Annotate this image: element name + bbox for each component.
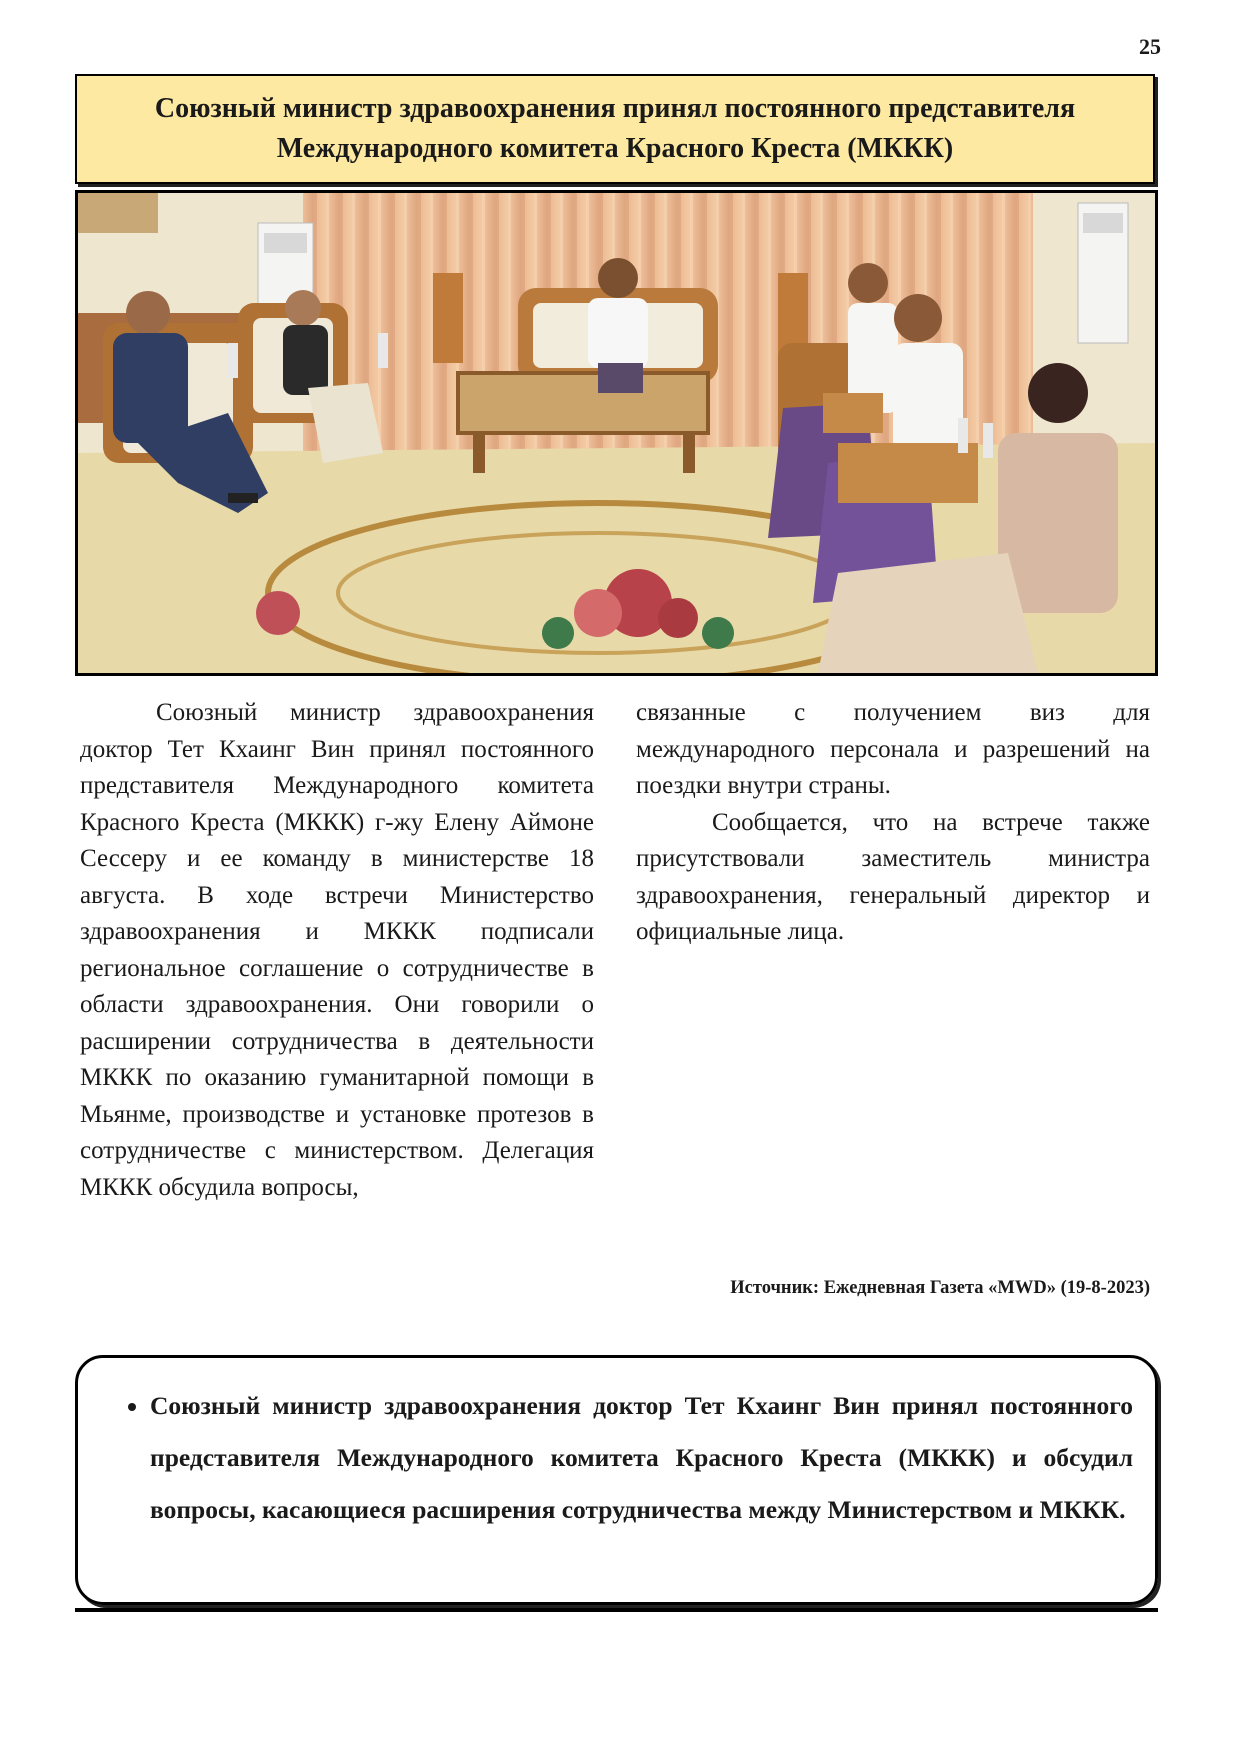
article-right-column <box>636 695 1150 951</box>
source-citation: Источник: Ежедневная Газета «MWD» (19-8-2023) <box>730 1278 1150 1298</box>
summary-item: • Союзный министр здравоохранения доктор Тет Кхаинг Вин принял постоянного представителя Международного комитета Красного Креста (МККК) и обсудил вопросы, касающиеся расширения сотрудничества между Министерством и МККК. <box>150 1380 1133 1536</box>
article-paragraph: Сообщается, что на встрече также присутствовали заместитель министра здравоохранения, генеральный директор и официальные лица. <box>636 808 1150 945</box>
article-paragraph: Союзный министр здравоохранения доктор Тет Кхаинг Вин принял постоянного представителя Международного комитета Красного Креста (МККК) г-жу Елену Аймоне Сессеру и ее команду в министерстве 18 августа. В ходе встречи Министерство здравоохранения и МККК подписали региональное соглашение о сотрудничестве в области здравоохранения. Они говорили о расширении сотрудничества в деятельности МККК по оказанию гуманитарной помощи в Мьянме, производстве и установке протезов в сотрудничестве с министерством. Делегация МККК обсудила вопросы, <box>80 699 594 1201</box>
bottom-rule <box>75 1608 1158 1612</box>
headline-line-1: Союзный министр здравоохранения принял постоянного представителя <box>154 93 1076 124</box>
article-left-column <box>80 695 594 1206</box>
summary-list <box>110 1380 1133 1536</box>
meeting-photo-icon <box>78 193 1155 673</box>
headline-line-2: Международного комитета Красного Креста (МККК) <box>276 133 954 164</box>
summary-box <box>75 1355 1158 1605</box>
headline-box <box>75 74 1155 184</box>
article-paragraph: связанные с получением виз для международного персонала и разрешений на поездки внутри страны. <box>636 699 1150 799</box>
page-number: 25 <box>1139 34 1161 59</box>
meeting-photo <box>75 190 1158 676</box>
